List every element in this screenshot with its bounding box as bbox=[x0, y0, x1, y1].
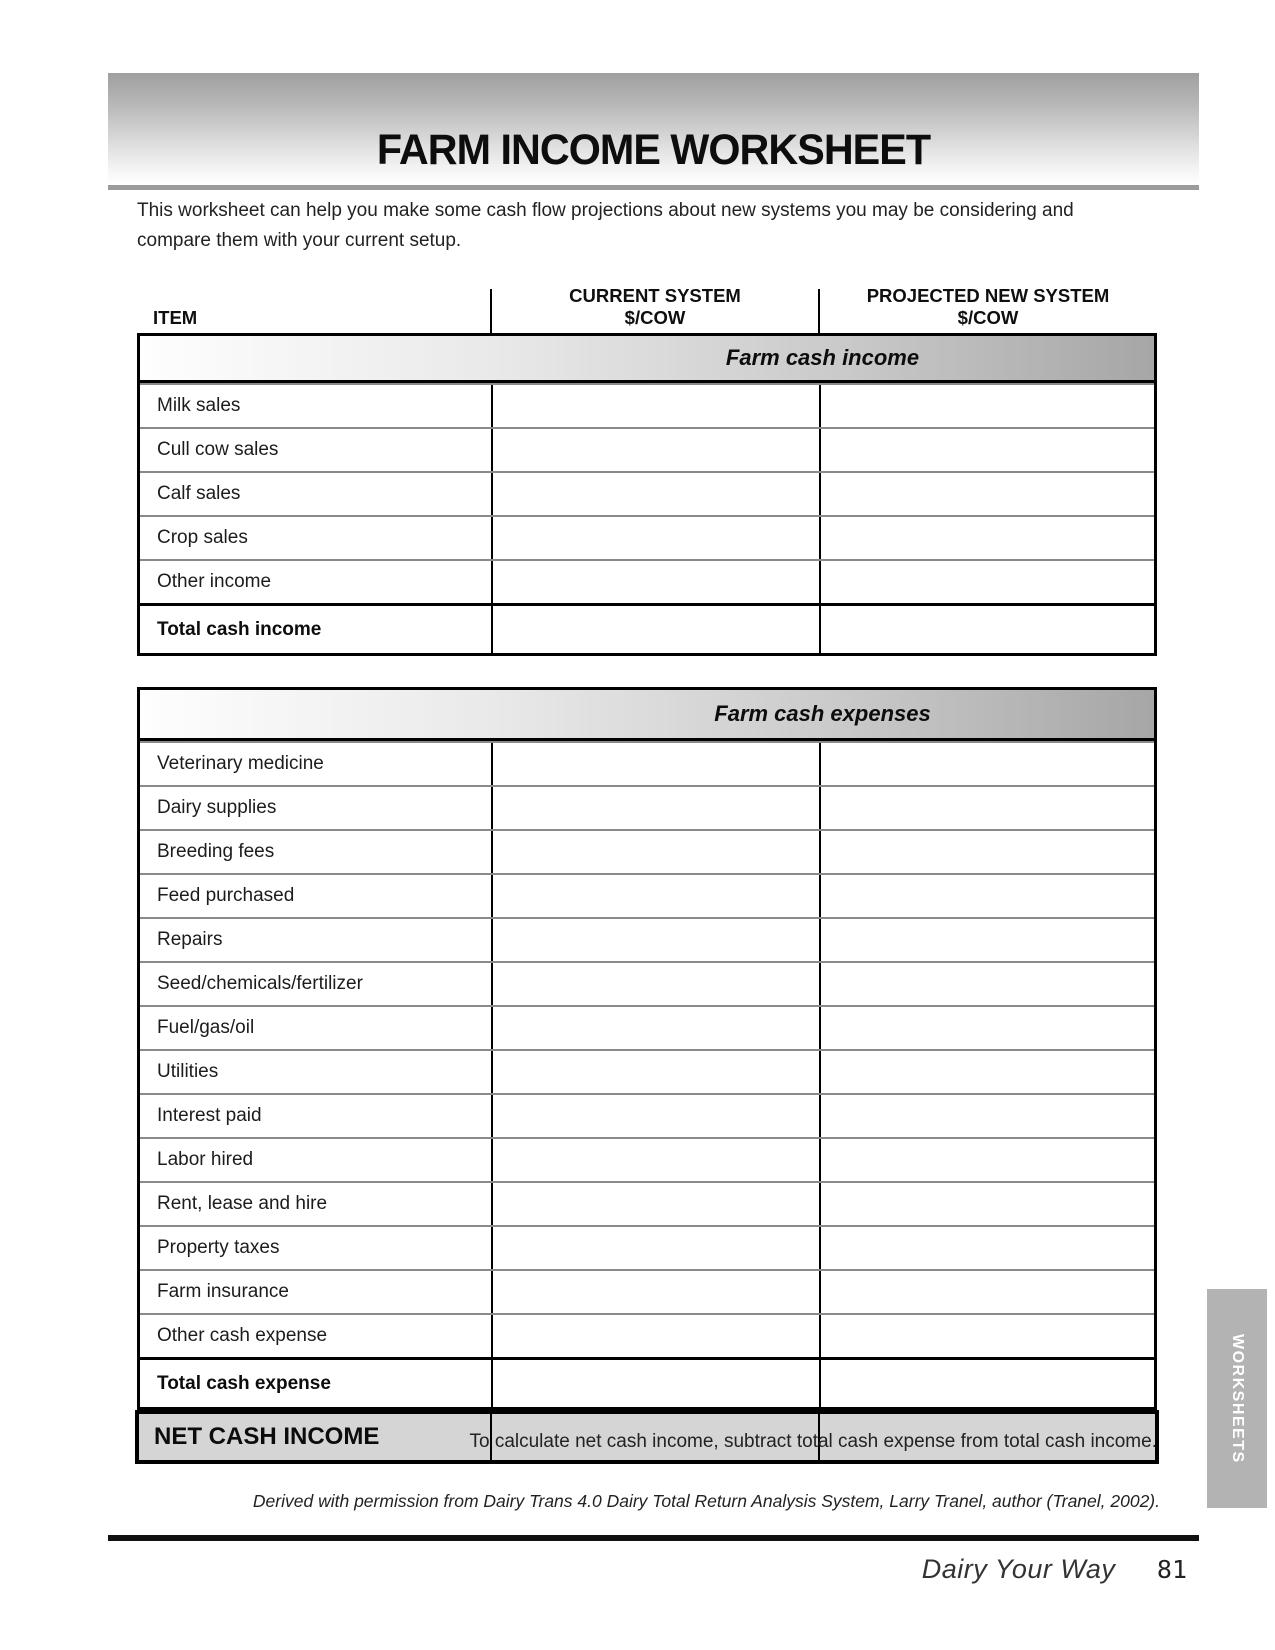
row-label: Veterinary medicine bbox=[157, 753, 324, 774]
projected-system-cell bbox=[819, 517, 1154, 559]
income-section-header bbox=[140, 336, 1154, 383]
banner-rule bbox=[108, 185, 1199, 190]
table-row bbox=[140, 1049, 1154, 1093]
expense-section-title: Farm cash expenses bbox=[714, 701, 931, 726]
table-row bbox=[140, 383, 1154, 427]
table-row bbox=[140, 1137, 1154, 1181]
column-header-projected-system bbox=[819, 278, 1157, 333]
current-system-cell bbox=[491, 1271, 819, 1313]
current-system-cell bbox=[491, 875, 819, 917]
row-label: Dairy supplies bbox=[157, 797, 277, 818]
page-title: FARM INCOME WORKSHEET bbox=[376, 126, 931, 174]
current-system-cell bbox=[491, 1095, 819, 1137]
table-row bbox=[140, 741, 1154, 785]
row-label: Fuel/gas/oil bbox=[157, 1017, 255, 1038]
row-label: Calf sales bbox=[157, 483, 241, 504]
current-system-cell bbox=[491, 1183, 819, 1225]
row-label: Other income bbox=[157, 571, 272, 592]
projected-system-cell bbox=[819, 787, 1154, 829]
projected-system-cell bbox=[819, 1360, 1154, 1407]
current-system-cell bbox=[491, 787, 819, 829]
projected-system-cell bbox=[819, 385, 1154, 427]
current-system-cell bbox=[491, 1139, 819, 1181]
projected-system-cell bbox=[819, 1139, 1154, 1181]
table-row bbox=[140, 515, 1154, 559]
column-header-label: CURRENT SYSTEM bbox=[569, 285, 741, 306]
projected-system-cell bbox=[819, 875, 1154, 917]
row-label: Farm insurance bbox=[157, 1281, 289, 1302]
table-column-headers bbox=[137, 278, 1157, 333]
farm-income-table bbox=[137, 278, 1157, 1464]
row-label: Interest paid bbox=[157, 1105, 262, 1126]
book-title: Dairy Your Way bbox=[921, 1554, 1116, 1584]
row-label: Property taxes bbox=[157, 1237, 280, 1258]
projected-system-cell bbox=[819, 429, 1154, 471]
current-system-cell bbox=[491, 517, 819, 559]
projected-system-cell bbox=[819, 473, 1154, 515]
current-system-cell bbox=[491, 1227, 819, 1269]
projected-system-cell bbox=[819, 1095, 1154, 1137]
row-label: Seed/chemicals/fertilizer bbox=[157, 973, 363, 994]
page-number: 81 bbox=[1156, 1555, 1187, 1584]
projected-system-cell bbox=[819, 963, 1154, 1005]
expense-section-header bbox=[140, 690, 1154, 741]
table-row bbox=[140, 1181, 1154, 1225]
current-system-cell bbox=[491, 429, 819, 471]
table-row bbox=[140, 873, 1154, 917]
table-row bbox=[140, 961, 1154, 1005]
current-system-cell bbox=[491, 561, 819, 603]
table-row bbox=[140, 1005, 1154, 1049]
projected-system-cell bbox=[819, 1227, 1154, 1269]
column-header-unit: $/COW bbox=[624, 307, 686, 328]
projected-system-cell bbox=[819, 1051, 1154, 1093]
row-label: Milk sales bbox=[157, 395, 241, 416]
income-section-table bbox=[137, 333, 1157, 656]
source-attribution: Derived with permission from Dairy Trans 4.0 Dairy Total Return Analysis System, Larry Tranel, author (Tranel, 2002). bbox=[252, 1491, 1160, 1511]
row-label: Utilities bbox=[157, 1061, 219, 1082]
worksheets-tab-label: WORKSHEETS bbox=[1229, 1333, 1246, 1464]
current-system-cell bbox=[491, 1051, 819, 1093]
table-row bbox=[140, 471, 1154, 515]
row-label: Crop sales bbox=[157, 527, 248, 548]
column-header-unit: $/COW bbox=[957, 307, 1019, 328]
table-row bbox=[140, 1269, 1154, 1313]
projected-system-cell bbox=[819, 1007, 1154, 1049]
current-system-cell bbox=[491, 831, 819, 873]
column-header-label: PROJECTED NEW SYSTEM bbox=[866, 285, 1110, 306]
current-system-cell bbox=[491, 743, 819, 785]
row-label: Repairs bbox=[157, 929, 223, 950]
table-row bbox=[140, 917, 1154, 961]
column-header-label: ITEM bbox=[153, 307, 198, 328]
expense-total-row bbox=[140, 1357, 1154, 1407]
intro-paragraph: This worksheet can help you make some cash flow projections about new systems you may be considering and compare them with your current setup. bbox=[137, 200, 1074, 251]
row-label: Breeding fees bbox=[157, 841, 275, 862]
header-column-divider bbox=[490, 289, 492, 333]
row-label: Other cash expense bbox=[157, 1325, 328, 1346]
projected-system-cell bbox=[819, 606, 1154, 653]
income-section-title: Farm cash income bbox=[725, 345, 920, 370]
table-row bbox=[140, 559, 1154, 603]
row-label: Feed purchased bbox=[157, 885, 295, 906]
total-row-label: Total cash expense bbox=[157, 1372, 331, 1394]
projected-system-cell bbox=[819, 919, 1154, 961]
row-label: Labor hired bbox=[157, 1149, 254, 1170]
table-row bbox=[140, 1093, 1154, 1137]
current-system-cell bbox=[491, 1315, 819, 1357]
current-system-cell bbox=[491, 963, 819, 1005]
total-row-label: Total cash income bbox=[157, 618, 322, 640]
row-label: Rent, lease and hire bbox=[157, 1193, 328, 1214]
income-total-row bbox=[140, 603, 1154, 653]
worksheets-section-tab bbox=[1207, 1289, 1267, 1508]
column-header-item bbox=[137, 278, 491, 333]
footer-rule bbox=[108, 1535, 1199, 1541]
projected-system-cell bbox=[819, 1183, 1154, 1225]
current-system-cell bbox=[491, 385, 819, 427]
projected-system-cell bbox=[819, 831, 1154, 873]
table-row bbox=[140, 1225, 1154, 1269]
table-row bbox=[140, 829, 1154, 873]
projected-system-cell bbox=[819, 1271, 1154, 1313]
page-footer bbox=[108, 1554, 1187, 1585]
expense-section-table bbox=[137, 687, 1157, 1410]
net-row-label: NET CASH INCOME bbox=[154, 1423, 380, 1450]
table-row bbox=[140, 1313, 1154, 1357]
column-header-current-system bbox=[491, 278, 819, 333]
row-label: Cull cow sales bbox=[157, 439, 279, 460]
current-system-cell bbox=[491, 606, 819, 653]
current-system-cell bbox=[491, 919, 819, 961]
current-system-cell bbox=[491, 1007, 819, 1049]
header-column-divider bbox=[818, 289, 820, 333]
current-system-cell bbox=[491, 1360, 819, 1407]
table-row bbox=[140, 427, 1154, 471]
current-system-cell bbox=[491, 473, 819, 515]
calculation-footnote: To calculate net cash income, subtract total cash expense from total cash income. bbox=[469, 1431, 1157, 1452]
header-banner bbox=[108, 73, 1199, 185]
projected-system-cell bbox=[819, 743, 1154, 785]
projected-system-cell bbox=[819, 561, 1154, 603]
table-row bbox=[140, 785, 1154, 829]
projected-system-cell bbox=[819, 1315, 1154, 1357]
